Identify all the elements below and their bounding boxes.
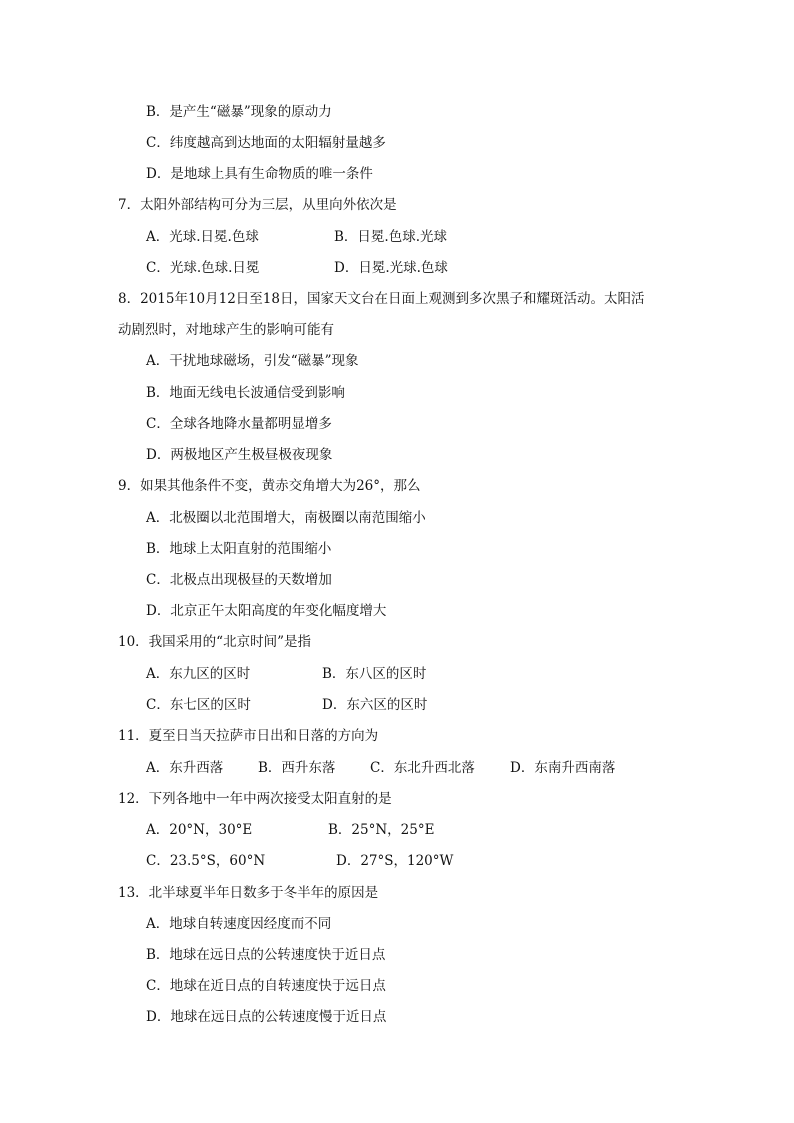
q11-option-a: A．东升西落 bbox=[146, 760, 224, 776]
q13-option-a: A．地球自转速度因经度而不同 bbox=[146, 916, 332, 932]
q13-stem: 13．北半球夏半年日数多于冬半年的原因是 bbox=[118, 885, 379, 901]
q12-option-a: A．20°N，30°E bbox=[146, 822, 253, 838]
q10-option-c: C．东七区的区时 bbox=[146, 697, 251, 713]
q11-stem: 11．夏至日当天拉萨市日出和日落的方向为 bbox=[118, 728, 379, 744]
q8-option-c: C．全球各地降水量都明显增多 bbox=[146, 416, 332, 432]
q6-option-b: B．是产生“磁暴”现象的原动力 bbox=[146, 104, 332, 120]
q9-option-a: A．北极圈以北范围增大，南极圈以南范围缩小 bbox=[146, 510, 426, 526]
q7-option-d: D．日冕.光球.色球 bbox=[334, 260, 448, 276]
q9-option-b: B．地球上太阳直射的范围缩小 bbox=[146, 541, 332, 557]
q8-stem-line2: 动剧烈时，对地球产生的影响可能有 bbox=[118, 322, 334, 338]
q7-option-a: A．光球.日冕.色球 bbox=[146, 229, 259, 245]
q7-stem: 7．太阳外部结构可分为三层，从里向外依次是 bbox=[118, 197, 397, 213]
q6-option-c: C．纬度越高到达地面的太阳辐射量越多 bbox=[146, 135, 386, 151]
q11-option-b: B．西升东落 bbox=[258, 760, 336, 776]
q12-option-b: B．25°N，25°E bbox=[328, 822, 435, 838]
q10-option-a: A．东九区的区时 bbox=[146, 666, 251, 682]
q11-option-d: D．东南升西南落 bbox=[510, 760, 616, 776]
q12-option-c: C．23.5°S，60°N bbox=[146, 853, 266, 869]
q10-option-d: D．东六区的区时 bbox=[322, 697, 428, 713]
q6-option-d: D．是地球上具有生命物质的唯一条件 bbox=[146, 166, 373, 182]
q8-stem-line1: 8．2015年10月12日至18日，国家天文台在日面上观测到多次黑子和耀斑活动。太阳活 bbox=[118, 291, 645, 307]
q10-stem: 10．我国采用的“北京时间”是指 bbox=[118, 634, 311, 650]
q9-stem: 9．如果其他条件不变，黄赤交角增大为26°，那么 bbox=[118, 478, 421, 494]
q8-option-d: D．两极地区产生极昼极夜现象 bbox=[146, 447, 333, 463]
q8-option-b: B．地面无线电长波通信受到影响 bbox=[146, 385, 345, 401]
q9-option-c: C．北极点出现极昼的天数增加 bbox=[146, 572, 332, 588]
q13-option-b: B．地球在远日点的公转速度快于近日点 bbox=[146, 947, 386, 963]
q13-option-c: C．地球在近日点的自转速度快于远日点 bbox=[146, 978, 386, 994]
q13-option-d: D．地球在远日点的公转速度慢于近日点 bbox=[146, 1009, 387, 1025]
q7-option-c: C．光球.色球.日冕 bbox=[146, 260, 260, 276]
q10-option-b: B．东八区的区时 bbox=[322, 666, 427, 682]
q12-option-d: D．27°S，120°W bbox=[336, 853, 454, 869]
q11-option-c: C．东北升西北落 bbox=[370, 760, 475, 776]
q8-option-a: A．干扰地球磁场，引发“磁暴”现象 bbox=[146, 353, 359, 369]
q12-stem: 12．下列各地中一年中两次接受太阳直射的是 bbox=[118, 791, 392, 807]
q9-option-d: D．北京正午太阳高度的年变化幅度增大 bbox=[146, 603, 387, 619]
q7-option-b: B．日冕.色球.光球 bbox=[334, 229, 448, 245]
